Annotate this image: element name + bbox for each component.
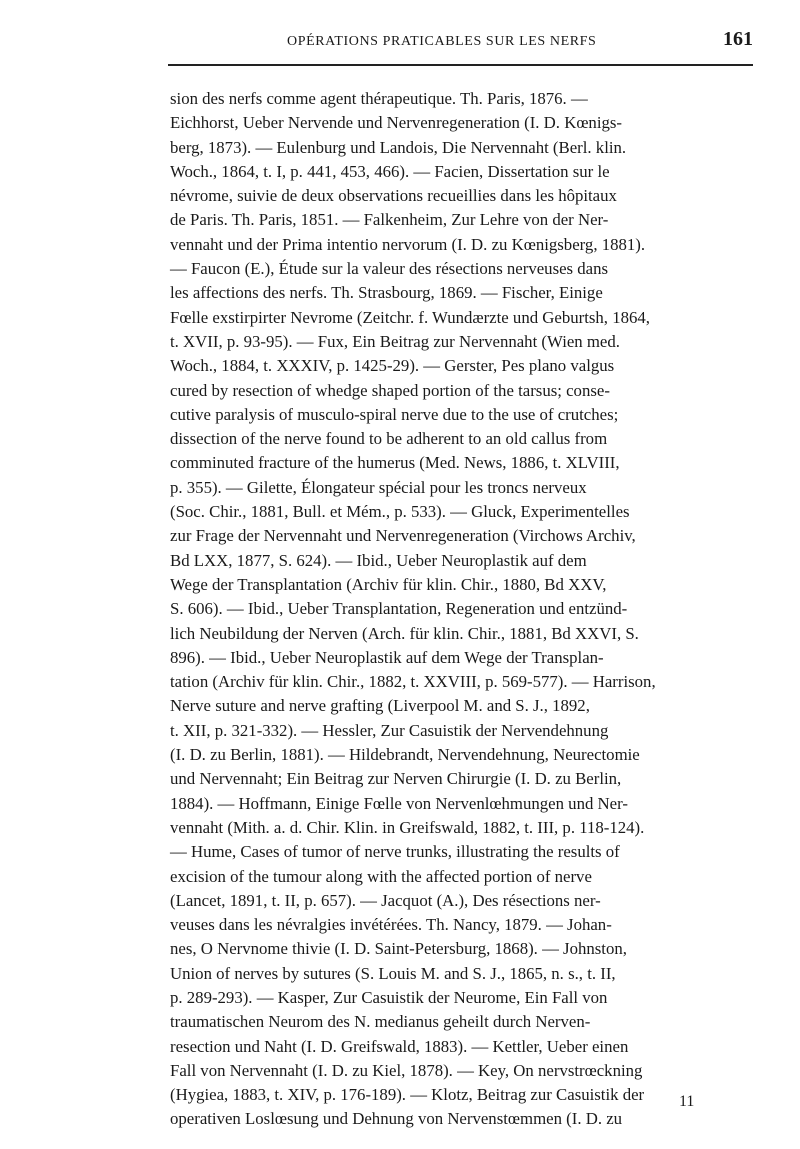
text-line: de Paris. Th. Paris, 1851. — Falkenheim, Zur Lehre von der Ner- [170,210,609,230]
text-line: tation (Archiv für klin. Chir., 1882, t. XXVIII, p. 569-577). — Harrison, [170,672,656,692]
text-line: nes, O Nervnome thivie (I. D. Saint-Petersburg, 1868). — Johnston, [170,939,627,959]
text-line: Nerve suture and nerve grafting (Liverpool M. and S. J., 1892, [170,696,590,716]
text-line: vennaht (Mith. a. d. Chir. Klin. in Greifswald, 1882, t. III, p. 118-124). [170,817,645,837]
text-line: traumatischen Neurom des N. medianus geheilt durch Nerven- [170,1012,591,1032]
text-line: excision of the tumour along with the affected portion of nerve [170,866,592,886]
text-line: cutive paralysis of musculo-spiral nerve due to the use of crutches; [170,404,619,424]
text-line: (I. D. zu Berlin, 1881). — Hildebrandt, Nervendehnung, Neurectomie [170,745,640,765]
text-line: (Lancet, 1891, t. II, p. 657). — Jacquot (A.), Des résections ner- [170,890,601,910]
bibliography-text [170,87,763,1132]
text-line: cured by resection of whedge shaped portion of the tarsus; conse- [170,380,610,400]
text-line: Woch., 1884, t. XXXIV, p. 1425-29). — Gerster, Pes plano valgus [170,356,615,376]
text-line: Fœlle exstirpirter Nevrome (Zeitchr. f. Wundærzte und Geburtsh, 1864, [170,307,650,327]
text-line: p. 355). — Gilette, Élongateur spécial pour les troncs nerveux [170,477,587,497]
text-line: — Hume, Cases of tumor of nerve trunks, illustrating the results of [170,842,620,862]
text-line: veuses dans les névralgies invétérées. Th. Nancy, 1879. — Johan- [170,915,612,935]
text-line: les affections des nerfs. Th. Strasbourg, 1869. — Fischer, Einige [170,283,603,303]
text-line: dissection of the nerve found to be adherent to an old callus from [170,429,608,449]
running-head: OPÉRATIONS PRATICABLES SUR LES NERFS [287,34,597,49]
text-line: Eichhorst, Ueber Nervende und Nervenregeneration (I. D. Kœnigs- [170,113,622,133]
page-number: 161 [723,28,753,50]
text-line: névrome, suivie de deux observations recueillies dans les hôpitaux [170,186,617,206]
text-line: Woch., 1864, t. I, p. 441, 453, 466). — Facien, Dissertation sur le [170,161,610,181]
text-line: operativen Loslœsung und Dehnung von Nervenstœmmen (I. D. zu [170,1109,623,1129]
text-line: resection und Naht (I. D. Greifswald, 1883). — Kettler, Ueber einen [170,1036,629,1056]
page-header [170,24,755,54]
text-line: sion des nerfs comme agent thérapeutique. Th. Paris, 1876. — [170,89,588,108]
text-line: 1884). — Hoffmann, Einige Fœlle von Nervenlœhmungen und Ner- [170,793,628,813]
text-line: (Soc. Chir., 1881, Bull. et Mém., p. 533). — Gluck, Experimentelles [170,502,630,522]
text-line: 896). — Ibid., Ueber Neuroplastik auf dem Wege der Transplan- [170,647,604,667]
text-line: t. XVII, p. 93-95). — Fux, Ein Beitrag zur Nervennaht (Wien med. [170,331,620,351]
signature-mark: 11 [679,1093,695,1110]
text-line: Union of nerves by sutures (S. Louis M. and S. J., 1865, n. s., t. II, [170,963,616,983]
text-line: comminuted fracture of the humerus (Med. News, 1886, t. XLVIII, [170,453,620,473]
text-line: p. 289-293). — Kasper, Zur Casuistik der Neurome, Ein Fall von [170,987,608,1007]
text-line: (Hygiea, 1883, t. XIV, p. 176-189). — Klotz, Beitrag zur Casuistik der [170,1085,645,1105]
text-line: vennaht und der Prima intentio nervorum (I. D. zu Kœnigsberg, 1881). [170,234,646,254]
text-line: — Faucon (E.), Étude sur la valeur des résections nerveuses dans [170,259,609,279]
text-line: Bd LXX, 1877, S. 624). — Ibid., Ueber Neuroplastik auf dem [170,550,587,570]
text-line: S. 606). — Ibid., Ueber Transplantation, Regeneration und entzünd- [170,599,628,619]
text-line: berg, 1873). — Eulenburg und Landois, Die Nervennaht (Berl. klin. [170,137,627,157]
text-line: Fall von Nervennaht (I. D. zu Kiel, 1878). — Key, On nervstrœckning [170,1060,643,1080]
header-rule [168,64,753,66]
text-line: t. XII, p. 321-332). — Hessler, Zur Casuistik der Nervendehnung [170,720,609,740]
text-line: und Nervennaht; Ein Beitrag zur Nerven Chirurgie (I. D. zu Berlin, [170,769,622,789]
text-line: zur Frage der Nervennaht und Nervenregeneration (Virchows Archiv, [170,526,636,546]
text-line: lich Neubildung der Nerven (Arch. für klin. Chir., 1881, Bd XXVI, S. [170,623,639,643]
text-line: Wege der Transplantation (Archiv für klin. Chir., 1880, Bd XXV, [170,574,607,594]
